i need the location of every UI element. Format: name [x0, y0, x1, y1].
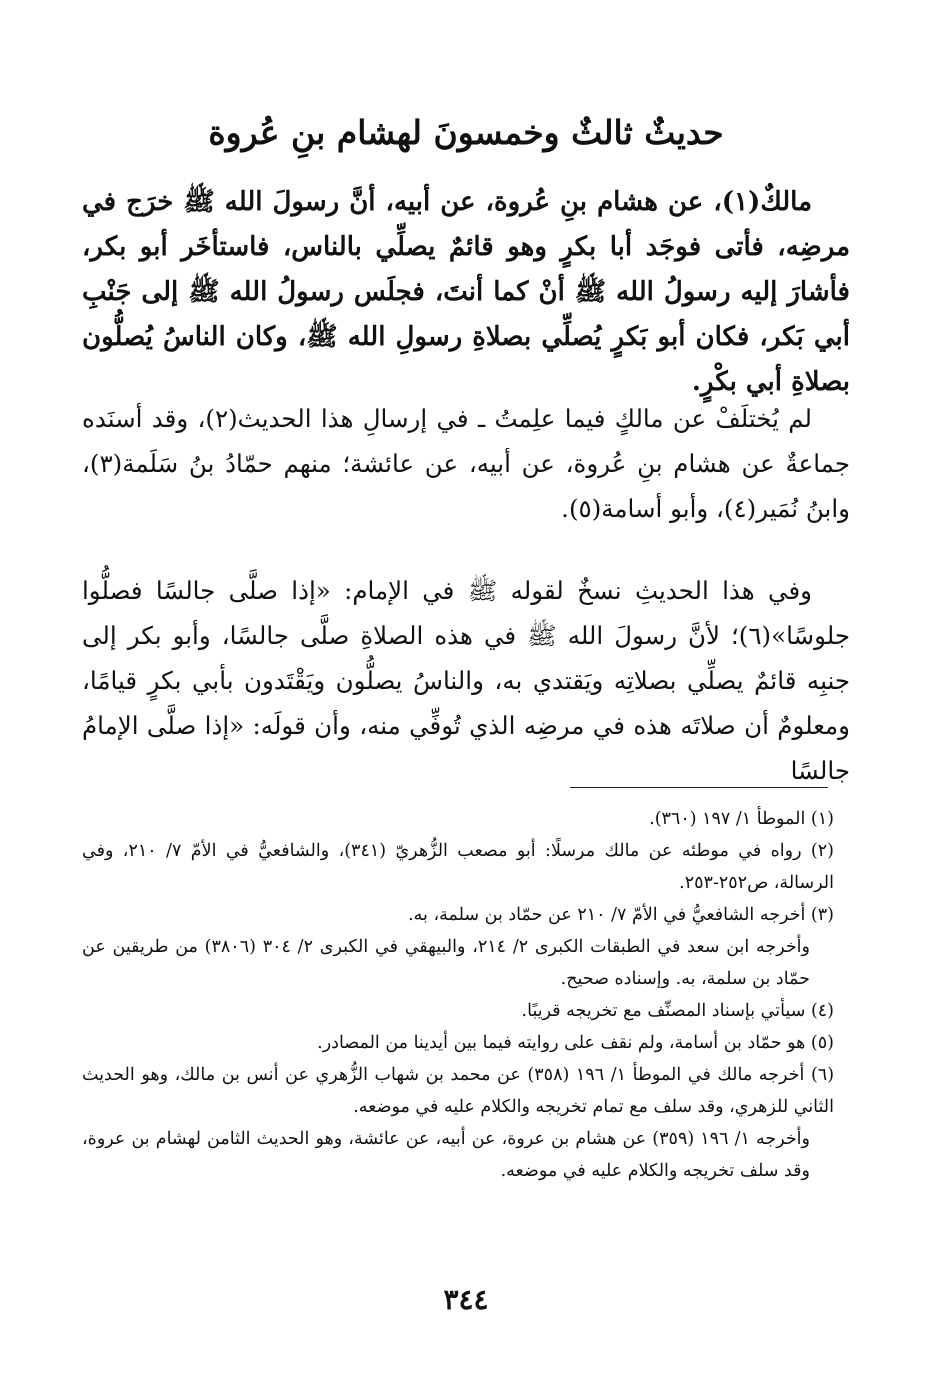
footnote-5: (٥) هو حمّاد بن أسامة، ولم نقف على روايته فيما بين أيدينا من المصادر.	[317, 1033, 834, 1053]
hadith-text: مالكٌ(١)، عن هشام بنِ عُروة، عن أبيه، أنَّ رسولَ الله ﷺ خرَج في مرضِه، فأتى فوجَد أبا بكرٍ وهو قائمٌ يصلِّي بالناس، فاستأخَر أبو بكر، فأشارَ إليه رسولُ الله ﷺ أنْ كما أنتَ، فجلَس رسولُ الله ﷺ إلى جَنْبِ أبي بَكر، فكان أبو بَكرٍ يُصلِّي بصلاةِ رسولِ الله ﷺ، وكان الناسُ يُصلُّون بصلاةِ أبي بكْرٍ.	[82, 187, 850, 397]
footnote-2: (٢) رواه في موطئه عن مالك مرسلًا: أبو مصعب الزُّهريّ (٣٤١)، والشافعيُّ في الأمّ ٧/ ٢١٠، وفي الرسالة، ص٢٥٢-٢٥٣.	[82, 841, 834, 893]
footnote-3: (٣) أخرجه الشافعيُّ في الأمّ ٧/ ٢١٠ عن حمّاد بن سلمة، به.	[408, 905, 834, 925]
footnote-3-continuation: وأخرجه ابن سعد في الطبقات الكبرى ٢/ ٢١٤، والبيهقي في الكبرى ٢/ ٣٠٤ (٣٨٠٦) من طريقين عن حمّاد بن سلمة، به. وإسناده صحيح.	[82, 937, 810, 989]
footnote-6: (٦) أخرجه مالك في الموطأ ١/ ١٩٦ (٣٥٨) عن محمد بن شهاب الزُّهري عن أنس بن مالك، وهو الحديث الثاني للزهري، وقد سلف مع تمام تخريجه والكلام عليه في موضعه.	[82, 1065, 835, 1117]
footnotes	[82, 803, 834, 1187]
footnote-4: (٤) سيأتي بإسناد المصنِّف مع تخريجه قريبًا.	[521, 1001, 834, 1021]
commentary-paragraph-2: وفي هذا الحديثِ نسخٌ لقوله ﷺ في الإمام: «إذا صلَّى جالسًا فصلُّوا جلوسًا»(٦)؛ لأنَّ رسولَ الله ﷺ في هذه الصلاةِ صلَّى جالسًا، وأبو بكر إلى جنبِه قائمٌ يصلِّي بصلاتِه ويَقتدي به، والناسُ يصلُّون ويَقْتَدون بأبي بكرٍ قيامًا، ومعلومٌ أن صلاتَه هذه في مرضِه الذي تُوفِّي منه، وأن قولَه: «إذا صلَّى الإمامُ جالسًا	[82, 576, 850, 785]
footnote-6-continuation: وأخرجه ١/ ١٩٦ (٣٥٩) عن هشام بن عروة، عن أبيه، عن عائشة، وهو الحديث الثامن لهشام بن عروة، وقد سلف تخريجه والكلام عليه في موضعه.	[82, 1129, 810, 1181]
footnote-1: (١) الموطأ ١/ ١٩٧ (٣٦٠).	[649, 809, 834, 829]
footnote-separator	[570, 787, 828, 788]
chapter-title: حديثٌ ثالثٌ وخمسونَ لهشام بنِ عُروة	[208, 113, 724, 152]
commentary-paragraph-1: لم يُختلَفْ عن مالكٍ فيما علِمتُ ـ في إرسالِ هذا الحديث(٢)، وقد أسنَده جماعةٌ عن هشام بنِ عُروة، عن أبيه، عن عائشة؛ منهم حمّادُ بنُ سَلَمة(٣)، وابنُ نُمَير(٤)، وأبو أسامة(٥).	[82, 404, 850, 523]
page-number: ٣٤٤	[443, 1283, 489, 1316]
